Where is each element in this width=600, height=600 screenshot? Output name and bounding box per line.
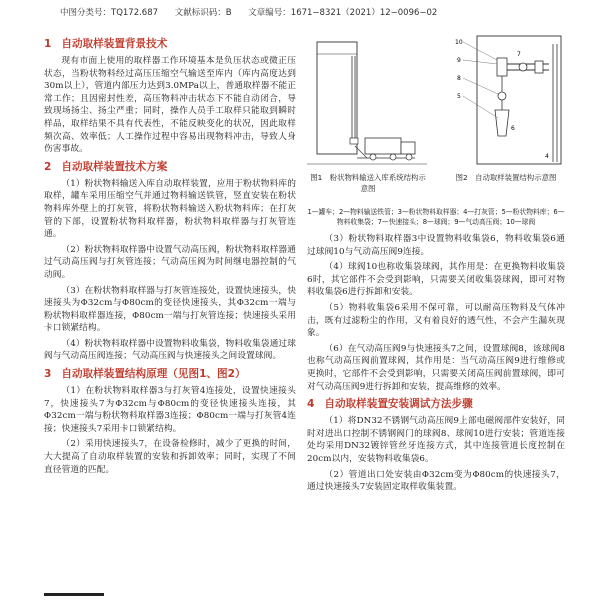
figures [307, 34, 565, 204]
fig2-label: 6 [511, 125, 515, 132]
section-2-paragraph: （2）粉状物料取样器中设置气动高压阀，粉状物料取样器通过气动高压阀与打灰管连接；气动高压阀为时间继电器控制的气动阀。 [44, 244, 296, 280]
right-paragraph: （5）物料收集袋6采用不保可靠，可以耐高压物料及气体冲击，既有过滤粉尘的作用，又有着良好的透气性，不会产生漏灰现象。 [307, 302, 565, 339]
right-paragraph: （6）在气动高压阀9与快速接头7之间，设置球阀8，该球阀8也称气动高压阀前置球阀，其作用是：当气动高压阀9进行维修或更换时，它部件不会受到影响，只需要关闭高压阀前置球阀，即可对气动高压阀9进行拆卸和安装，提高维修的效率。 [307, 343, 565, 392]
section-1-heading: 1 自动取样装置背景技术 [44, 38, 168, 50]
section-3-heading: 3 自动取样装置结构原理（见图1、图2） [44, 368, 246, 381]
bottom-rule [44, 593, 104, 596]
fig2-label: 5 [457, 93, 461, 100]
figure-2-diagram [453, 34, 565, 170]
section-1-paragraph: 现有市面上使用的取样器工作环境基本是负压状态或微正压状态，当粉状物料经过高压压缩空气输送至库内（库内高度达到30m以上），管道内部压力达到3.0MPa以上，普通取样器不能正常工作；且因密封性差，高压物料冲击状态下不能自动闭合，导致现场扬尘、扬尘严重；同时，操作人员手工取样只能取到瞬时样品，取样结果不具有代表性，不能反映变化的状况，因此取样频次高、效率低；人工操作过程中容易出现物料冲击，导致人身伤害事故。 [44, 56, 296, 155]
section-2-paragraph: （4）粉状物料取样器中设置物料收集袋，物料收集袋通过球阀与气动高压阀连接；气动高压阀与快速接头之间设置球阀。 [44, 338, 296, 362]
article-number: 文章编号：1671−8321（2021）12−0096−02 [248, 8, 438, 18]
section-2-paragraph: （3）在粉状物料取样器与打灰管连接处，设置快速接头，快速接头为Φ32cm与Φ80cm的变径快速接头，其Φ32cm一端与粉状物料取样器连接，Φ80cm一端与打灰管连接；快速接头采用卡口锁紧结构。 [44, 285, 296, 334]
section-3-paragraph: （2）采用快速接头7，在设备检修时，减少了更换的时间，大大提高了自动取样装置的安装和拆卸效率；同时，实现了不间直径管道的匹配。 [44, 439, 296, 475]
figure-legend: 1—罐车；2—物料输送铁管；3—粉状物料取样器；4—打灰管；5—粉状物料库；6—物料收集袋；7—快速接头；8—球阀；9—气动高压阀；10—球阀 [307, 208, 565, 226]
section-2-paragraph: （1）粉状物料输送入库自动取样装置，应用于粉状物料库的取样，罐车采用压缩空气并通过物料输送铁管，竖直安装在粉状物料库外壁上的打灰管，将粉状物料输送入粉状物料库；在打灰管的下部，设置粉状物料取样器，粉状物料取样器与打灰管连通。 [44, 178, 296, 240]
fig2-label: 7 [517, 51, 521, 58]
figure-1-diagram [307, 38, 427, 170]
section-4-paragraph: （2）管道出口处安装由Φ32cm变为Φ80cm的快速接头7，通过快速接头7安装固定取样收集装置。 [307, 469, 565, 493]
fig2-label: 10 [455, 39, 463, 46]
right-column [307, 34, 565, 497]
left-column [44, 34, 296, 479]
section-3-paragraph: （1）在粉状物料取样器3与打灰管4连接处，设置快速接头7，快速接头7为Φ32cm与Φ80cm的变径快速接头连接，其Φ32cm一端与粉状物料取样器3连接；Φ80cm一端与打灰管4连接；快速接头7采用卡口锁紧结构。 [44, 386, 296, 434]
section-4-heading: 4 自动取样装置安装调试方法步骤 [307, 398, 473, 411]
fig2-label: 8 [457, 75, 461, 82]
figure-2-caption: 图2 自动取样装置结构示意图 [455, 173, 557, 182]
fig2-label: 4 [545, 153, 549, 160]
figure-1-caption: 图1 粉状物料输送入库系统结构示意图 [310, 173, 426, 193]
right-paragraph: （3）粉状物料取样器3中设置物料收集袋6，物料收集袋6通过球阀10与气动高压阀9连接。 [307, 234, 565, 257]
document-code: 文献标识码：B [174, 8, 232, 18]
page-header [60, 6, 560, 18]
class-number: 中图分类号：TQ172.687 [60, 8, 159, 18]
right-paragraph: （4）球阀10也称收集袋球阀，其作用是：在更换物料收集袋6时，其它部件不会受到影响，只需要关闭收集袋球阀，即可对物料收集袋6进行拆卸和安装。 [307, 262, 565, 298]
fig2-label: 9 [457, 57, 461, 64]
section-2-heading: 2 自动取样装置技术方案 [44, 160, 168, 173]
section-4-paragraph: （1）将DN32不锈钢气动高压阀9上部电磁阀部件安装好，同时对进出口控制不锈钢阀门的球阀8、球阀10进行安装；管道连接处均采用DN32镀锌管丝牙连接方式，其中连接管道长度控制在20cm以内，安装物料收集袋6。 [307, 416, 565, 464]
